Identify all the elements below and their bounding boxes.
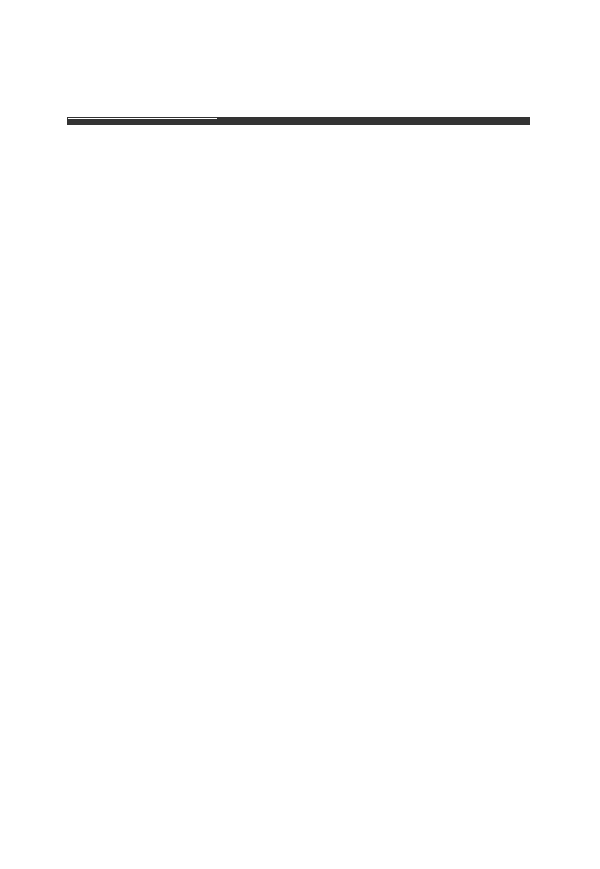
value-cell (374, 124, 426, 125)
apf-multi-split-table (67, 117, 530, 125)
row-label (68, 124, 218, 125)
value-cell (270, 124, 322, 125)
table-row (68, 124, 530, 125)
value-cell (478, 124, 530, 125)
value-cell (426, 124, 478, 125)
value-cell (218, 124, 270, 125)
value-cell (322, 124, 374, 125)
